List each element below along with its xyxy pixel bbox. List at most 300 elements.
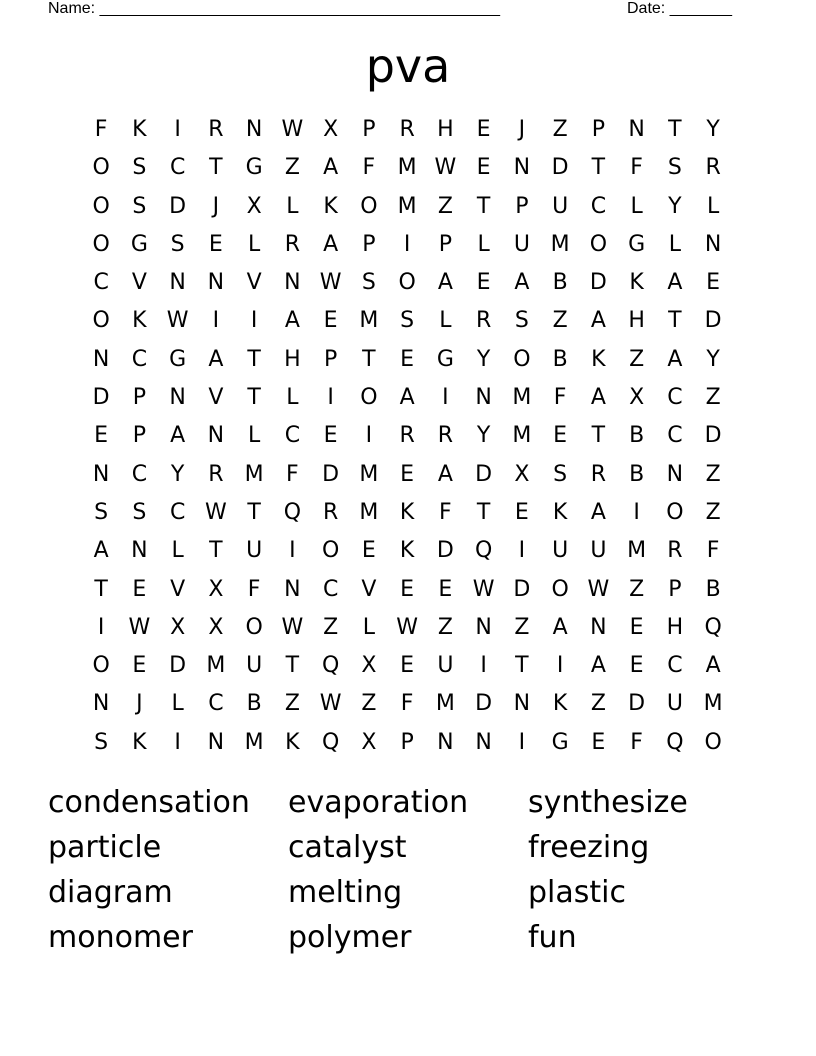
- grid-letter: K: [132, 117, 147, 142]
- grid-letter: P: [591, 117, 606, 142]
- grid-letter: U: [513, 231, 530, 257]
- grid-letter: F: [630, 155, 643, 181]
- grid-letter: L: [477, 231, 490, 257]
- grid-letter: G: [130, 231, 148, 257]
- grid-letter: E: [208, 231, 223, 257]
- grid-letter: D: [436, 538, 454, 564]
- grid-letter: I: [327, 385, 334, 411]
- grid-letter: N: [475, 729, 492, 755]
- word-list-item: catalyst: [288, 830, 407, 865]
- grid-letter: E: [132, 576, 147, 602]
- grid-letter: E: [706, 270, 721, 296]
- grid-letter: D: [704, 308, 722, 334]
- grid-letter: E: [323, 423, 338, 449]
- grid-letter: K: [132, 729, 147, 755]
- grid-letter: E: [591, 729, 606, 755]
- grid-letter: W: [396, 614, 418, 640]
- grid-letter: I: [518, 729, 526, 755]
- grid-letter: Q: [666, 729, 684, 755]
- grid-letter: N: [666, 461, 684, 487]
- grid-letter: W: [319, 270, 342, 296]
- grid-letter: N: [245, 117, 263, 142]
- grid-letter: T: [591, 155, 606, 181]
- grid-letter: E: [476, 117, 491, 142]
- grid-letter: A: [93, 538, 109, 564]
- word-list-item: particle: [48, 830, 162, 865]
- grid-letter: K: [285, 729, 300, 755]
- grid-letter: P: [515, 193, 529, 219]
- grid-letter: D: [169, 193, 187, 219]
- grid-letter: Z: [629, 576, 645, 602]
- grid-letter: Z: [590, 691, 606, 717]
- grid-letter: M: [550, 231, 570, 257]
- grid-letter: I: [480, 653, 487, 679]
- grid-letter: L: [286, 385, 299, 411]
- grid-letter: N: [169, 270, 186, 296]
- grid-letter: Y: [476, 346, 491, 372]
- grid-letter: C: [169, 499, 186, 525]
- grid-letter: N: [92, 691, 110, 717]
- grid-letter: W: [472, 576, 495, 602]
- grid-letter: K: [629, 270, 644, 296]
- word-list-item: diagram: [48, 875, 173, 910]
- grid-letter: N: [169, 385, 186, 411]
- grid-letter: N: [92, 461, 110, 487]
- grid-letter: Z: [437, 193, 453, 219]
- grid-letter: L: [247, 423, 261, 449]
- grid-letter: E: [476, 155, 491, 181]
- grid-letter: N: [284, 576, 301, 602]
- grid-letter: J: [136, 691, 143, 717]
- grid-letter: P: [362, 117, 376, 142]
- grid-letter: F: [94, 117, 108, 142]
- grid-letter: E: [400, 653, 415, 679]
- grid-letter: O: [551, 576, 569, 602]
- grid-letter: U: [246, 538, 263, 564]
- grid-letter: M: [397, 193, 417, 219]
- grid-letter: E: [438, 576, 453, 602]
- grid-letter: N: [475, 614, 492, 640]
- grid-letter: U: [246, 653, 263, 679]
- grid-letter: U: [437, 653, 454, 679]
- grid-letter: L: [706, 193, 720, 219]
- grid-letter: V: [361, 576, 377, 602]
- grid-letter: X: [514, 461, 530, 487]
- grid-letter: A: [667, 270, 683, 296]
- grid-letter: M: [359, 308, 379, 334]
- grid-letter: O: [666, 499, 684, 525]
- grid-letter: I: [518, 538, 526, 564]
- grid-letter: Z: [514, 614, 530, 640]
- grid-letter: X: [208, 614, 224, 640]
- grid-letter: F: [362, 155, 376, 181]
- grid-letter: Z: [284, 155, 300, 181]
- grid-letter: X: [361, 653, 377, 679]
- letter-grid: [82, 111, 732, 762]
- grid-letter: N: [437, 729, 454, 755]
- grid-letter: P: [362, 231, 376, 257]
- grid-letter: G: [436, 346, 454, 372]
- grid-letter: R: [437, 423, 454, 449]
- word-list-item: monomer: [48, 920, 193, 955]
- grid-letter: S: [94, 729, 109, 755]
- grid-letter: A: [399, 385, 415, 411]
- grid-letter: F: [706, 538, 720, 564]
- grid-letter: E: [553, 423, 568, 449]
- grid-letter: S: [170, 231, 185, 257]
- grid-letter: L: [439, 308, 452, 334]
- grid-letter: Q: [704, 614, 722, 640]
- grid-letter: Z: [552, 308, 568, 334]
- grid-letter: O: [245, 614, 263, 640]
- grid-letter: N: [628, 117, 645, 142]
- grid-letter: T: [209, 155, 223, 181]
- grid-letter: M: [512, 385, 532, 411]
- grid-letter: Z: [705, 385, 721, 411]
- grid-letter: W: [319, 691, 342, 717]
- grid-letter: O: [704, 729, 722, 755]
- grid-letter: I: [250, 308, 258, 334]
- grid-letter: H: [284, 346, 301, 372]
- grid-letter: B: [629, 423, 645, 449]
- grid-letter: T: [476, 193, 491, 219]
- grid-letter: A: [323, 155, 339, 181]
- grid-letter: L: [668, 231, 681, 257]
- grid-letter: D: [475, 461, 493, 487]
- grid-letter: J: [518, 117, 526, 142]
- grid-letter: E: [94, 423, 109, 449]
- grid-letter: Y: [476, 423, 491, 449]
- grid-letter: R: [322, 499, 339, 525]
- grid-letter: T: [247, 385, 261, 411]
- grid-letter: K: [132, 308, 147, 334]
- grid-letter: C: [590, 193, 607, 219]
- grid-letter: I: [403, 231, 411, 257]
- grid-letter: F: [553, 385, 567, 411]
- grid-letter: Y: [706, 346, 720, 372]
- grid-letter: I: [556, 653, 564, 679]
- grid-letter: T: [476, 499, 491, 525]
- grid-letter: O: [92, 231, 110, 257]
- grid-letter: E: [514, 499, 529, 525]
- grid-letter: P: [668, 576, 682, 602]
- grid-letter: A: [590, 308, 606, 334]
- grid-letter: Y: [170, 461, 185, 487]
- grid-letter: O: [92, 308, 110, 334]
- grid-letter: I: [174, 117, 181, 142]
- grid-letter: I: [212, 308, 220, 334]
- grid-letter: I: [174, 729, 181, 755]
- grid-letter: E: [323, 308, 338, 334]
- grid-letter: D: [169, 653, 187, 679]
- grid-letter: V: [246, 270, 262, 296]
- grid-letter: Z: [629, 346, 645, 372]
- grid-letter: I: [365, 423, 373, 449]
- grid-letter: D: [475, 691, 493, 717]
- grid-letter: C: [284, 423, 301, 449]
- grid-letter: M: [244, 729, 264, 755]
- grid-letter: D: [551, 155, 569, 181]
- grid-letter: D: [513, 576, 531, 602]
- grid-letter: S: [667, 155, 682, 181]
- grid-letter: C: [208, 691, 224, 717]
- grid-letter: D: [589, 270, 607, 296]
- grid-letter: I: [442, 385, 449, 411]
- grid-letter: M: [359, 499, 379, 525]
- grid-letter: K: [591, 346, 606, 372]
- grid-letter: U: [552, 193, 569, 219]
- grid-letter: Z: [552, 117, 568, 142]
- grid-letter: X: [361, 729, 377, 755]
- grid-letter: F: [247, 576, 261, 602]
- grid-letter: L: [286, 193, 299, 219]
- grid-letter: M: [703, 691, 723, 717]
- grid-letter: C: [667, 385, 683, 411]
- grid-letter: U: [666, 691, 683, 717]
- grid-letter: O: [92, 653, 110, 679]
- grid-letter: W: [281, 117, 304, 142]
- page-title: pva: [365, 39, 451, 93]
- grid-letter: T: [209, 538, 223, 564]
- grid-letter: B: [705, 576, 721, 602]
- grid-letter: R: [399, 117, 415, 142]
- grid-letter: H: [437, 117, 454, 142]
- grid-letter: D: [628, 691, 646, 717]
- grid-letter: Z: [437, 614, 453, 640]
- grid-letter: I: [289, 538, 296, 564]
- grid-letter: N: [284, 270, 301, 296]
- grid-letter: P: [132, 423, 147, 449]
- grid-letter: A: [284, 308, 300, 334]
- grid-letter: N: [704, 231, 722, 257]
- grid-letter: R: [208, 461, 224, 487]
- grid-letter: A: [437, 270, 453, 296]
- grid-letter: M: [244, 461, 264, 487]
- grid-letter: A: [590, 653, 606, 679]
- grid-letter: S: [132, 155, 147, 181]
- grid-letter: N: [513, 691, 531, 717]
- date-field-label: Date: _______: [627, 0, 732, 17]
- grid-letter: O: [92, 193, 110, 219]
- grid-letter: Q: [321, 729, 340, 755]
- grid-letter: Z: [705, 461, 721, 487]
- word-list-item: freezing: [528, 830, 650, 865]
- grid-letter: W: [587, 576, 610, 602]
- grid-letter: S: [514, 308, 529, 334]
- grid-letter: C: [131, 346, 148, 372]
- grid-letter: A: [590, 499, 606, 525]
- grid-letter: M: [512, 423, 532, 449]
- grid-letter: S: [400, 308, 415, 334]
- grid-letter: R: [475, 308, 492, 334]
- grid-letter: C: [93, 270, 109, 296]
- name-field-label: Name: _____________________________________________: [48, 0, 500, 17]
- grid-letter: E: [400, 461, 415, 487]
- word-list-item: synthesize: [528, 785, 688, 820]
- grid-letter: U: [552, 538, 569, 564]
- grid-letter: O: [589, 231, 608, 257]
- word-list-item: melting: [288, 875, 403, 910]
- grid-letter: A: [437, 461, 453, 487]
- grid-letter: E: [400, 576, 415, 602]
- worksheet-header: [48, 0, 748, 20]
- grid-letter: M: [206, 653, 226, 679]
- grid-letter: X: [170, 614, 186, 640]
- grid-letter: R: [590, 461, 607, 487]
- grid-letter: O: [398, 270, 416, 296]
- grid-letter: A: [590, 385, 606, 411]
- grid-letter: C: [322, 576, 339, 602]
- grid-letter: E: [476, 270, 491, 296]
- grid-letter: X: [629, 385, 645, 411]
- word-list-item: condensation: [48, 785, 250, 820]
- grid-letter: F: [400, 691, 414, 717]
- grid-letter: N: [590, 614, 607, 640]
- grid-letter: T: [515, 653, 529, 679]
- grid-letter: N: [131, 538, 148, 564]
- grid-letter: V: [208, 385, 224, 411]
- grid-letter: Q: [283, 499, 302, 525]
- grid-letter: Q: [321, 653, 340, 679]
- grid-letter: Y: [668, 193, 682, 219]
- grid-letter: W: [204, 499, 227, 525]
- grid-letter: M: [359, 461, 379, 487]
- grid-letter: A: [208, 346, 224, 372]
- grid-letter: P: [400, 729, 414, 755]
- grid-letter: E: [361, 538, 376, 564]
- grid-letter: R: [208, 117, 224, 142]
- word-list-item: polymer: [288, 920, 412, 955]
- grid-letter: H: [628, 308, 645, 334]
- word-list-item: plastic: [528, 875, 626, 910]
- grid-letter: E: [400, 346, 415, 372]
- grid-letter: L: [171, 538, 184, 564]
- grid-letter: I: [97, 614, 105, 640]
- grid-letter: J: [212, 193, 220, 219]
- grid-letter: F: [286, 461, 299, 487]
- grid-letter: T: [247, 346, 261, 372]
- grid-letter: B: [552, 270, 568, 296]
- grid-letter: T: [94, 576, 108, 602]
- grid-letter: C: [667, 653, 683, 679]
- grid-letter: N: [513, 155, 531, 181]
- grid-letter: C: [667, 423, 683, 449]
- grid-letter: N: [207, 270, 225, 296]
- grid-letter: L: [247, 231, 261, 257]
- grid-letter: G: [169, 346, 187, 372]
- grid-letter: E: [629, 653, 644, 679]
- grid-letter: E: [132, 653, 147, 679]
- grid-letter: D: [704, 423, 722, 449]
- grid-letter: F: [439, 499, 452, 525]
- grid-letter: M: [397, 155, 417, 181]
- grid-letter: P: [323, 346, 338, 372]
- grid-letter: A: [170, 423, 186, 449]
- grid-letter: N: [475, 385, 492, 411]
- grid-letter: N: [207, 729, 225, 755]
- grid-letter: R: [399, 423, 415, 449]
- grid-letter: U: [590, 538, 607, 564]
- grid-letter: T: [362, 346, 376, 372]
- grid-letter: O: [92, 155, 110, 181]
- grid-letter: M: [435, 691, 455, 717]
- grid-letter: A: [552, 614, 568, 640]
- word-list-item: evaporation: [288, 785, 469, 820]
- grid-letter: T: [285, 653, 300, 679]
- grid-letter: G: [551, 729, 569, 755]
- grid-letter: S: [361, 270, 376, 296]
- grid-letter: G: [245, 155, 263, 181]
- grid-letter: A: [514, 270, 530, 296]
- grid-letter: W: [434, 155, 457, 181]
- grid-letter: P: [438, 231, 453, 257]
- grid-letter: O: [360, 385, 378, 411]
- grid-letter: Z: [361, 691, 377, 717]
- grid-letter: K: [552, 499, 568, 525]
- grid-letter: D: [92, 385, 110, 411]
- grid-letter: F: [630, 729, 643, 755]
- grid-letter: R: [705, 155, 721, 181]
- grid-letter: A: [667, 346, 683, 372]
- grid-letter: X: [246, 193, 262, 219]
- grid-letter: X: [323, 117, 339, 142]
- grid-letter: S: [94, 499, 109, 525]
- grid-letter: K: [399, 499, 415, 525]
- grid-letter: W: [128, 614, 151, 640]
- grid-letter: S: [553, 461, 568, 487]
- grid-letter: C: [169, 155, 186, 181]
- grid-letter: R: [667, 538, 683, 564]
- grid-letter: L: [630, 193, 643, 219]
- grid-letter: Q: [474, 538, 493, 564]
- grid-letter: T: [668, 117, 682, 142]
- grid-letter: Z: [284, 691, 300, 717]
- grid-letter: P: [132, 385, 147, 411]
- grid-letter: H: [666, 614, 684, 640]
- grid-letter: V: [170, 576, 186, 602]
- grid-letter: B: [629, 461, 645, 487]
- grid-letter: O: [513, 346, 531, 372]
- grid-letter: B: [552, 346, 568, 372]
- grid-letter: K: [399, 538, 415, 564]
- grid-letter: V: [131, 270, 147, 296]
- grid-letter: O: [321, 538, 340, 564]
- grid-letter: W: [281, 614, 304, 640]
- grid-letter: R: [284, 231, 301, 257]
- word-list: [48, 780, 768, 960]
- grid-letter: X: [208, 576, 224, 602]
- grid-letter: O: [360, 193, 378, 219]
- grid-letter: A: [323, 231, 339, 257]
- grid-letter: E: [629, 614, 644, 640]
- grid-letter: G: [628, 231, 646, 257]
- grid-letter: T: [247, 499, 261, 525]
- grid-letter: L: [171, 691, 184, 717]
- grid-letter: Z: [323, 614, 339, 640]
- grid-letter: L: [362, 614, 375, 640]
- grid-letter: S: [132, 193, 147, 219]
- grid-letter: K: [323, 193, 338, 219]
- grid-letter: N: [92, 346, 110, 372]
- grid-letter: D: [322, 461, 340, 487]
- grid-letter: M: [627, 538, 647, 564]
- grid-letter: K: [552, 691, 568, 717]
- grid-letter: Z: [705, 499, 721, 525]
- grid-letter: N: [207, 423, 225, 449]
- grid-letter: C: [131, 461, 148, 487]
- grid-letter: T: [668, 308, 682, 334]
- word-list-item: fun: [528, 920, 577, 955]
